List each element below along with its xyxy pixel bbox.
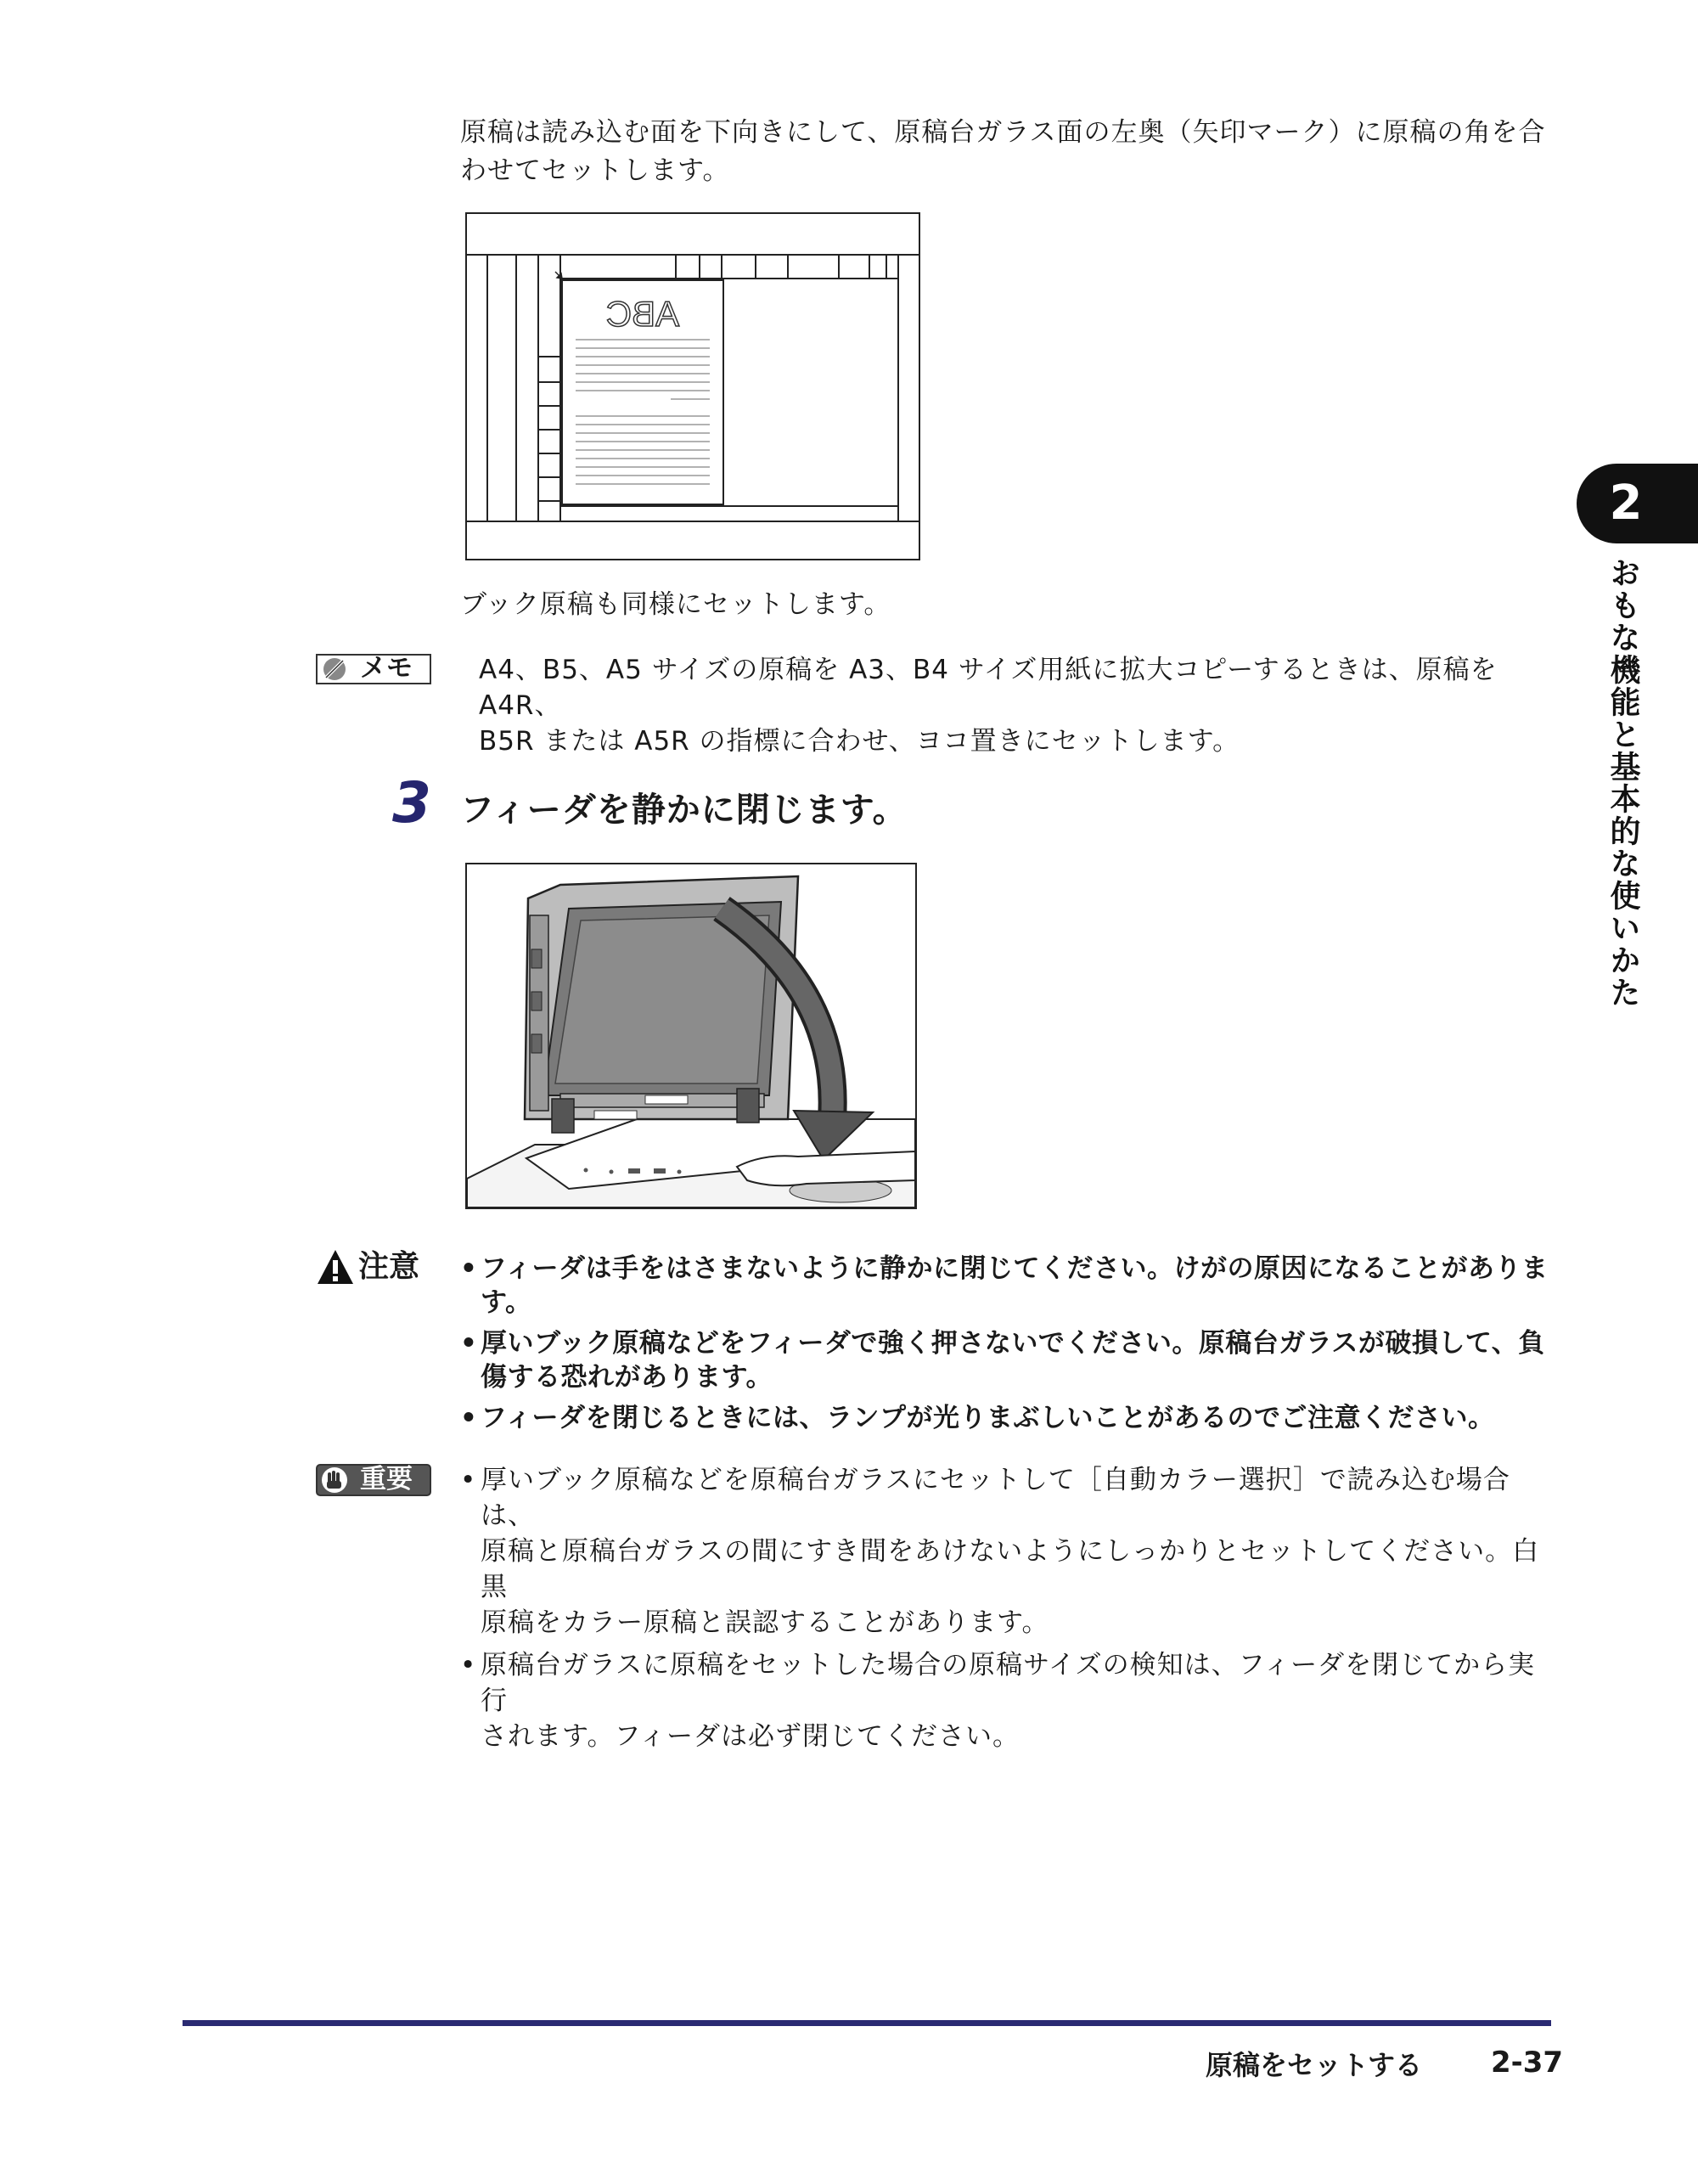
caution-item-2-line-2: 傷する恐れがあります。 — [481, 1362, 773, 1393]
memo-line-1: A4、B5、A5 サイズの原稿を A3、B4 サイズ用紙に拡大コピーするときは、原稿を A4R、 — [479, 655, 1498, 721]
caution-item-2-line-1: • 厚いブック原稿などをフィーダで強く押さないでください。原稿台ガラスが破損して、負 — [481, 1328, 1545, 1359]
feeder-closing-figure — [465, 863, 917, 1209]
important-item-1-line-2: 原稿と原稿台ガラスの間にすき間をあけないようにしっかりとセットしてください。白黒 — [481, 1536, 1540, 1602]
footer-rule — [183, 2020, 1551, 2026]
chapter-title: おもな機能と基本的な使いかた — [1605, 557, 1640, 1009]
step-instruction: フィーダを静かに閉じます。 — [460, 791, 908, 830]
platen-glass-illustration — [467, 214, 919, 559]
memo-line-2: B5R または A5R の指標に合わせ、ヨコ置きにセットします。 — [479, 726, 1240, 757]
intro-line-2: わせてセットします。 — [460, 155, 730, 186]
chapter-number: 2 — [1609, 476, 1643, 531]
pencil-icon — [323, 658, 346, 680]
important-item-2-line-1: • 原稿台ガラスに原稿をセットした場合の原稿サイズの検知は、フィーダを閉じてから実行 — [481, 1650, 1536, 1716]
important-badge — [316, 1464, 431, 1496]
chapter-tab — [1577, 464, 1698, 543]
intro-paragraph — [460, 114, 1555, 190]
caution-item-3-line-1: • フィーダを閉じるときには、ランプが光りまぶしいことがあるのでご注意ください。 — [481, 1403, 1495, 1433]
caution-item — [460, 1326, 1557, 1394]
important-item — [460, 1462, 1557, 1641]
hand-stop-icon — [322, 1467, 347, 1493]
feeder-closing-illustration — [467, 864, 915, 1207]
platen-glass-figure — [465, 212, 920, 560]
mirrored-sample-text: ABC — [605, 294, 680, 334]
memo-badge — [316, 654, 431, 684]
step-number: 3 — [392, 770, 431, 836]
memo-label: メモ — [360, 653, 413, 684]
caution-label: 注意 — [358, 1249, 420, 1284]
caution-list — [460, 1252, 1557, 1442]
page-number: 2-37 — [1491, 2046, 1564, 2080]
caution-item — [460, 1401, 1557, 1435]
important-label: 重要 — [360, 1464, 413, 1494]
book-original-text: ブック原稿も同様にセットします。 — [460, 589, 891, 620]
important-list — [460, 1462, 1557, 1761]
important-item — [460, 1647, 1557, 1754]
caution-item-1-line-1: • フィーダは手をはさまないように静かに閉じてください。けがの原因になることがありま — [481, 1253, 1549, 1284]
caution-item — [460, 1252, 1557, 1320]
warning-triangle-icon — [316, 1248, 355, 1286]
caution-item-1-line-2: す。 — [481, 1287, 532, 1318]
footer-section-title: 原稿をセットする — [1206, 2049, 1423, 2081]
memo-text — [479, 652, 1557, 759]
corner-arrow-icon — [555, 272, 562, 279]
important-item-2-line-2: されます。フィーダは必ず閉じてください。 — [481, 1721, 1020, 1752]
important-item-1-line-3: 原稿をカラー原稿と誤認することがあります。 — [481, 1607, 1049, 1638]
important-item-1-line-1: • 厚いブック原稿などを原稿台ガラスにセットして［自動カラー選択］で読み込む場合は、 — [481, 1465, 1510, 1531]
intro-line-1: 原稿は読み込む面を下向きにして、原稿台ガラス面の左奥（矢印マーク）に原稿の角を合 — [460, 117, 1546, 148]
